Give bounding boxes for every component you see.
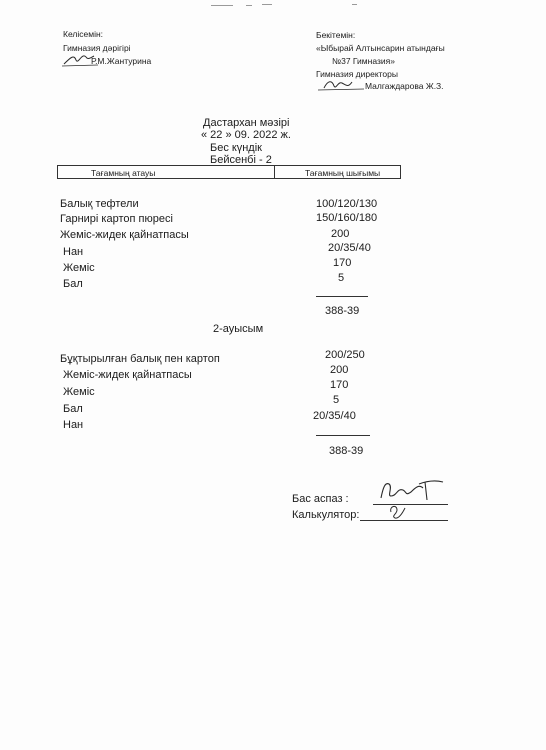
approval-left-line1: Келісемін: — [63, 29, 104, 39]
shift2-total: 388-39 — [329, 445, 364, 457]
approval-right-line3: №37 Гимназия» — [332, 56, 395, 66]
menu-period: Бес күндік — [210, 142, 262, 154]
scan-mark — [352, 4, 357, 5]
dish-yield: 150/160/180 — [316, 212, 378, 224]
dish-name: Жеміс — [63, 386, 95, 398]
menu-day: Бейсенбі - 2 — [210, 154, 272, 166]
dish-name: Бұқтырылған балық пен картоп — [60, 353, 220, 365]
approval-left-line2: Гимназия дәрігірі — [63, 43, 131, 53]
menu-title: Дастархан мәзірі — [203, 117, 290, 129]
dish-yield: 200 — [330, 364, 349, 376]
dish-yield: 100/120/130 — [316, 198, 378, 210]
dish-yield: 20/35/40 — [313, 410, 356, 422]
column-header-dish-name: Тағамның атауы — [91, 168, 156, 178]
dish-name: Бал — [63, 278, 83, 290]
dish-name: Жеміс-жидек қайнатпасы — [63, 369, 192, 381]
dish-yield: 170 — [333, 257, 352, 269]
shift2-label: 2-ауысым — [213, 323, 264, 335]
dish-yield: 20/35/40 — [328, 242, 371, 254]
calculator-label: Калькулятор: — [292, 509, 360, 521]
approval-right-line5: Малгаждарова Ж.З. — [365, 81, 444, 91]
calculator-signature-icon — [385, 500, 409, 520]
dish-name: Жеміс-жидек қайнатпасы — [60, 229, 189, 241]
dish-yield: 200/250 — [325, 349, 365, 361]
shift1-total: 388-39 — [325, 305, 360, 317]
dish-name: Гарнирі картоп пюресі — [60, 213, 173, 225]
dish-yield: 5 — [338, 272, 345, 284]
calculator-signature-line — [360, 520, 448, 521]
dish-name: Балық тефтели — [60, 198, 139, 210]
column-header-yield: Тағамның шығымы — [305, 168, 381, 178]
dish-yield: 5 — [333, 394, 340, 406]
total-rule — [316, 435, 370, 436]
dish-name: Нан — [63, 419, 84, 431]
approval-right-line2: «Ыбырай Алтынсарин атындағы — [316, 43, 445, 53]
menu-table-header — [57, 165, 401, 179]
dish-yield: 170 — [330, 379, 349, 391]
dish-name: Нан — [63, 246, 84, 258]
dish-name: Жеміс — [63, 262, 95, 274]
dish-name: Бал — [63, 403, 83, 415]
director-signature-icon — [316, 76, 366, 94]
approval-left-line3: Р.М.Жантурина — [91, 56, 152, 66]
chef-label: Бас аспаз : — [292, 493, 349, 505]
approval-right-line4: Гимназия директоры — [316, 69, 398, 79]
scan-mark — [262, 4, 272, 5]
scan-mark — [246, 5, 252, 6]
approval-right-line1: Бекітемін: — [316, 30, 356, 40]
total-rule — [316, 296, 368, 297]
dish-yield: 200 — [331, 228, 350, 240]
header-divider — [274, 166, 275, 178]
menu-date: « 22 » 09. 2022 ж. — [201, 129, 291, 141]
scan-mark — [211, 5, 233, 6]
doctor-signature-icon — [60, 48, 100, 70]
